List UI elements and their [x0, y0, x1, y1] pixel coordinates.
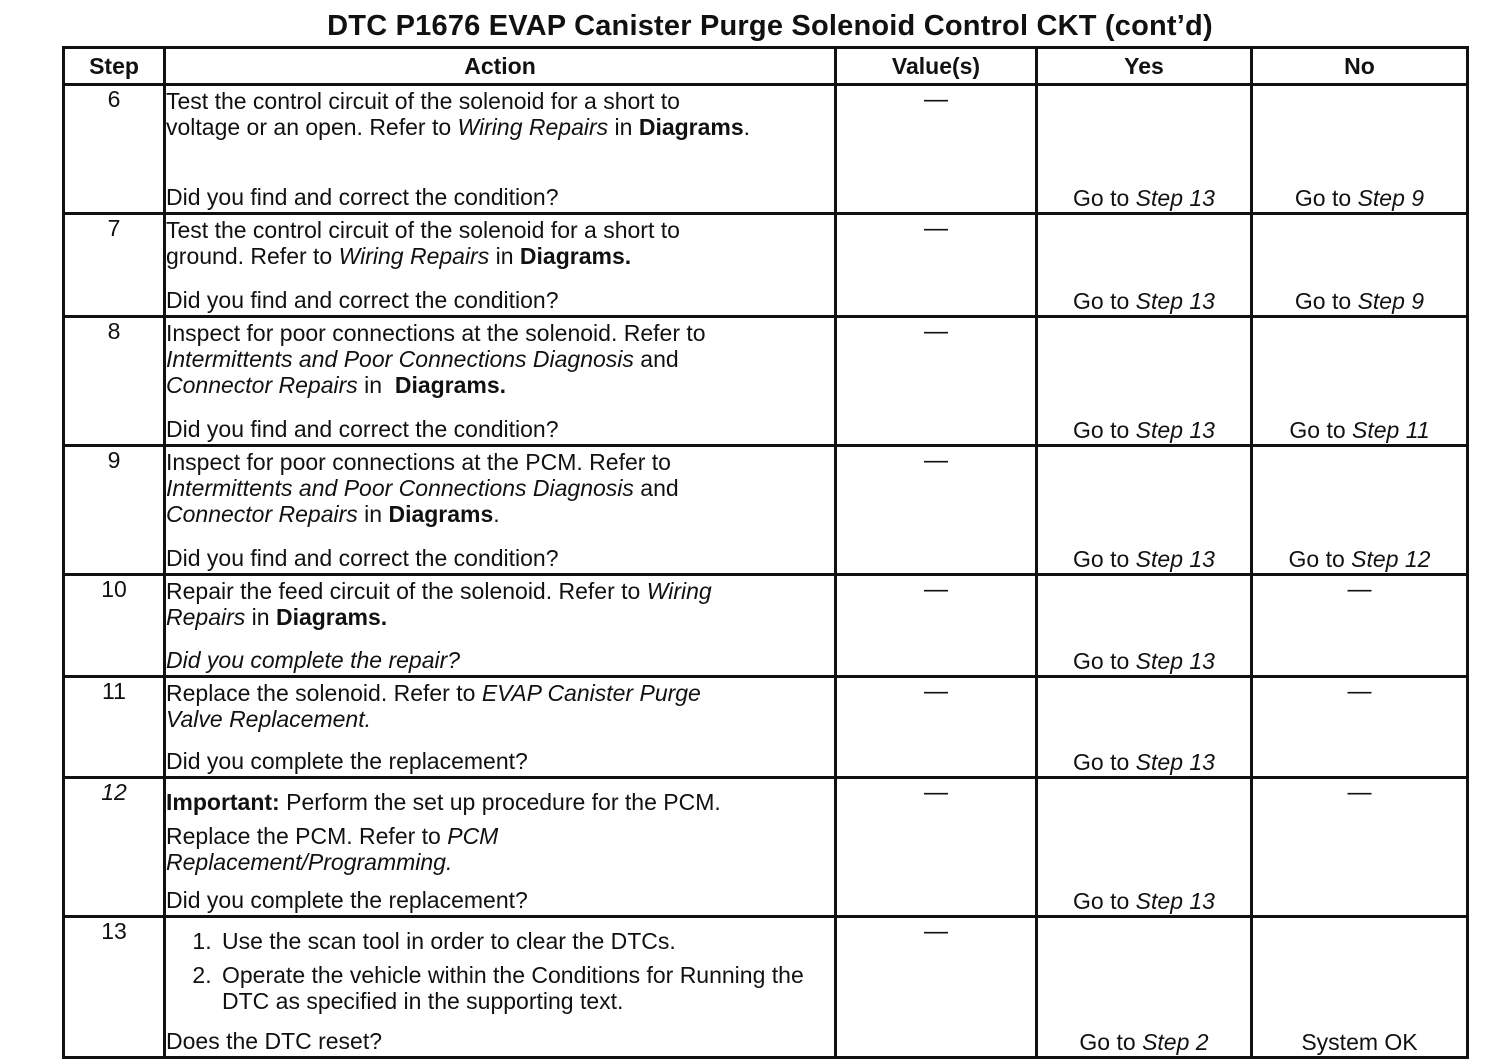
no-cell: Go to Step 12 [1252, 446, 1468, 575]
no-step-link: Step 9 [1357, 288, 1425, 314]
value-cell: — [836, 446, 1037, 575]
step-number: 6 [64, 85, 165, 214]
step-number: 13 [64, 917, 165, 1058]
action-cell [165, 446, 836, 575]
header-yes: Yes [1037, 48, 1252, 85]
value-cell: — [836, 677, 1037, 778]
action-cell [165, 778, 836, 917]
header-action: Action [165, 48, 836, 85]
value-cell: — [836, 575, 1037, 677]
header-values: Value(s) [836, 48, 1037, 85]
header-row [64, 48, 1468, 85]
action-text: Important: Perform the set up procedure for the PCM. Replace the PCM. Refer to PCM Replacement/Programming. [166, 789, 721, 875]
table-row [64, 85, 1468, 214]
yes-cell: Go to Step 13 [1037, 85, 1252, 214]
diagnostic-table [62, 46, 1469, 1059]
yes-step-link: Step 13 [1135, 417, 1215, 443]
yes-cell: Go to Step 13 [1037, 575, 1252, 677]
no-cell: Go to Step 11 [1252, 317, 1468, 446]
value-cell: — [836, 214, 1037, 317]
yes-step-link: Step 13 [1135, 288, 1215, 314]
table-row [64, 917, 1468, 1058]
step-number: 11 [64, 677, 165, 778]
no-cell: — [1252, 575, 1468, 677]
value-cell: — [836, 778, 1037, 917]
system-ok-text: System OK [1301, 1029, 1418, 1055]
table-row [64, 317, 1468, 446]
action-text: Replace the solenoid. Refer to EVAP Canister Purge Valve Replacement. [166, 680, 701, 732]
action-list [166, 918, 834, 1014]
yes-cell: Go to Step 13 [1037, 214, 1252, 317]
action-question: Did you complete the replacement? [166, 748, 528, 774]
no-step-link: Step 12 [1351, 546, 1431, 572]
no-step-link: Step 11 [1352, 417, 1430, 443]
yes-cell: Go to Step 13 [1037, 446, 1252, 575]
action-text: Inspect for poor connections at the PCM. Refer to Intermittents and Poor Connections Diagnosis and Connector Repairs in Diagrams. [166, 449, 679, 527]
table-row [64, 778, 1468, 917]
table-row [64, 214, 1468, 317]
no-cell: — [1252, 778, 1468, 917]
no-cell [1252, 917, 1468, 1058]
action-cell [165, 575, 836, 677]
action-cell [165, 917, 836, 1058]
action-text: Inspect for poor connections at the solenoid. Refer to Intermittents and Poor Connections Diagnosis and Connector Repairs in Diagrams. [166, 320, 706, 398]
table-row [64, 677, 1468, 778]
value-cell: — [836, 85, 1037, 214]
action-cell [165, 85, 836, 214]
yes-cell: Go to Step 13 [1037, 317, 1252, 446]
yes-step-link: Step 13 [1135, 888, 1215, 914]
yes-step-link: Step 2 [1142, 1029, 1209, 1055]
step-number: 7 [64, 214, 165, 317]
yes-cell: Go to Step 13 [1037, 677, 1252, 778]
page-title: DTC P1676 EVAP Canister Purge Solenoid Control CKT (cont’d) [327, 10, 1213, 42]
yes-step-link: Step 13 [1135, 648, 1215, 674]
action-cell [165, 317, 836, 446]
step-number: 8 [64, 317, 165, 446]
action-question: Did you find and correct the condition? [166, 416, 559, 442]
action-question: Did you find and correct the condition? [166, 184, 559, 210]
no-cell: Go to Step 9 [1252, 85, 1468, 214]
step-number: 9 [64, 446, 165, 575]
header-step: Step [64, 48, 165, 85]
list-item: 2. Operate the vehicle within the Conditions for Running the DTC as specified in the supporting text. [218, 962, 834, 1014]
yes-cell: Go to Step 13 [1037, 778, 1252, 917]
step-number: 12 [64, 778, 165, 917]
action-cell [165, 214, 836, 317]
action-question: Did you find and correct the condition? [166, 287, 559, 313]
action-question: Did you complete the replacement? [166, 887, 528, 913]
step-number: 10 [64, 575, 165, 677]
header-no: No [1252, 48, 1468, 85]
action-cell [165, 677, 836, 778]
value-cell: — [836, 917, 1037, 1058]
action-text: Test the control circuit of the solenoid for a short to voltage or an open. Refer to Wiring Repairs in Diagrams. [166, 88, 751, 140]
table-row [64, 446, 1468, 575]
no-step-link: Step 9 [1357, 185, 1425, 211]
action-text: Test the control circuit of the solenoid for a short to ground. Refer to Wiring Repairs in Diagrams. [166, 217, 680, 269]
yes-step-link: Step 13 [1135, 546, 1215, 572]
list-item: 1. Use the scan tool in order to clear the DTCs. [218, 928, 834, 954]
no-cell: Go to Step 9 [1252, 214, 1468, 317]
action-text: Repair the feed circuit of the solenoid. Refer to Wiring Repairs in Diagrams. [166, 578, 712, 630]
action-question: Did you find and correct the condition? [166, 545, 559, 571]
action-question: Did you complete the repair? [166, 647, 461, 673]
important-label: Important: [166, 789, 280, 815]
value-cell: — [836, 317, 1037, 446]
no-cell: — [1252, 677, 1468, 778]
yes-step-link: Step 13 [1135, 185, 1215, 211]
table-row [64, 575, 1468, 677]
yes-step-link: Step 13 [1135, 749, 1215, 775]
yes-cell: Go to Step 2 [1037, 917, 1252, 1058]
action-question: Does the DTC reset? [166, 1028, 383, 1054]
